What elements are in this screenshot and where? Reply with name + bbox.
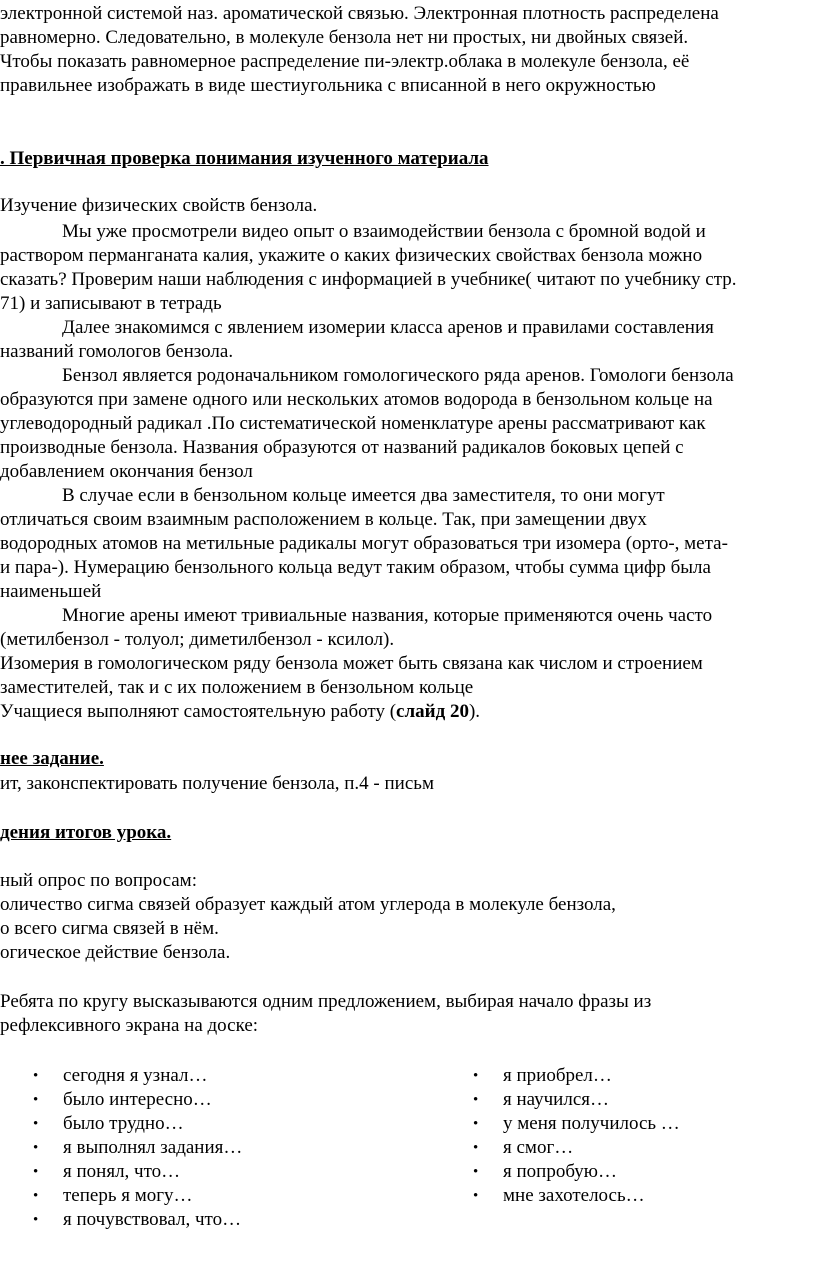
bullet-icon: • (473, 1188, 479, 1204)
work-suffix: ). (468, 701, 481, 722)
bullet-icon: • (33, 1068, 39, 1084)
intro-line: Чтобы показать равномерное распределение пи-электр.облака в молекуле бензола, её (0, 51, 690, 72)
paragraph-line: В случае если в бензольном кольце имеется два заместителя, то они могут (62, 485, 665, 506)
bullet-icon: • (33, 1164, 39, 1180)
paragraph-line: Многие арены имеют тривиальные названия, которые применяются очень часто (62, 605, 713, 626)
bullet-icon: • (33, 1092, 39, 1108)
summary-line: о всего сигма связей в нём. (0, 918, 219, 939)
paragraph-line: водородных атомов на метильные радикалы могут образоваться три изомера (орто-, мета- (0, 533, 728, 554)
intro-line: равномерно. Следовательно, в молекуле бензола нет ни простых, ни двойных связей. (0, 27, 689, 48)
paragraph-line: образуются при замене одного или нескольких атомов водорода в бензольном кольце на (0, 389, 713, 410)
bullet-icon: • (33, 1116, 39, 1132)
paragraph-line: 71) и записывают в тетрадь (0, 293, 222, 314)
paragraph-line: Мы уже просмотрели видео опыт о взаимодействии бензола с бромной водой и (62, 221, 706, 242)
paragraph-line: Далее знакомимся с явлением изомерии класса аренов и правилами составления (62, 317, 714, 338)
reflection-line: рефлексивного экрана на доске: (0, 1015, 259, 1036)
independent-work-line (0, 700, 480, 724)
paragraph-line: сказать? Проверим наши наблюдения с информацией в учебнике( читают по учебнику стр. (0, 269, 737, 290)
bullet-icon: • (473, 1116, 479, 1132)
paragraph-line: углеводородный радикал .По систематической номенклатуре арены рассматривают как (0, 413, 706, 434)
paragraph-line: производные бензола. Названия образуются от названий радикалов боковых цепей с (0, 437, 684, 458)
homework-heading: нее задание. (0, 748, 104, 769)
bullet-icon: • (473, 1140, 479, 1156)
section-heading-check: . Первичная проверка понимания изученного материала (0, 148, 489, 169)
section-subtitle: Изучение физических свойств бензола. (0, 195, 318, 216)
paragraph-line: названий гомологов бензола. (0, 341, 234, 362)
summary-heading: дения итогов урока. (0, 822, 172, 843)
paragraph-line: добавлением окончания бензол (0, 461, 253, 482)
paragraph-line: заместителей, так и с их положением в бензольном кольце (0, 677, 474, 698)
slide-reference: слайд 20 (396, 701, 469, 722)
bullet-icon: • (473, 1092, 479, 1108)
bullet-icon: • (33, 1188, 39, 1204)
paragraph-line: Изомерия в гомологическом ряду бензола может быть связана как числом и строением (0, 653, 703, 674)
intro-line: электронной системой наз. ароматической связью. Электронная плотность распределена (0, 3, 719, 24)
paragraph-line: Бензол является родоначальником гомологического ряда аренов. Гомологи бензола (62, 365, 734, 386)
bullet-icon: • (473, 1068, 479, 1084)
reflection-line: Ребята по кругу высказываются одним предложением, выбирая начало фразы из (0, 991, 652, 1012)
summary-line: огическое действие бензола. (0, 942, 231, 963)
intro-line: правильнее изображать в виде шестиугольника с вписанной в него окружностью (0, 75, 656, 96)
paragraph-line: (метилбензол - толуол; диметилбензол - ксилол). (0, 629, 395, 650)
summary-line: оличество сигма связей образует каждый атом углерода в молекуле бензола, (0, 894, 616, 915)
paragraph-line: раствором перманганата калия, укажите о каких физических свойствах бензола можно (0, 245, 703, 266)
bullet-icon: • (473, 1164, 479, 1180)
bullet-icon: • (33, 1212, 39, 1228)
bullet-icon: • (33, 1140, 39, 1156)
paragraph-line: и пара-). Нумерацию бензольного кольца ведут таким образом, чтобы сумма цифр была (0, 557, 711, 578)
document-page: электронной системой наз. ароматической связью. Электронная плотность распределена равномерно. Следовательно, в молекуле бензола нет ни простых, ни двойных связей. Чтобы показать равномерное распределение пи-электр.облака в молекуле бензола, её правильнее изображать в виде шестиугольника с вписанной в него окружностью . Первичная проверка понимания изученного материала Изучение физических свойств бензола. Мы уже просмотрели видео опыт о взаимодействии бензола с бромной водой и раствором перманганата калия, укажите о каких физических свойствах бензола можно сказать? Проверим наши наблюдения с информацией в учебнике( читают по учебнику стр. 71) и записывают в тетрадь Далее знакомимся с явлением изомерии класса аренов и правилами составления названий гомологов бензола. Бензол является родоначальником гомологического ряда аренов. Гомологи бензола образуются при замене одного или нескольких атомов водорода в бензольном кольце на углеводородный радикал .По систематической номенклатуре арены рассматривают как производные бензола. Названия образуются от названий радикалов боковых цепей с добавлением окончания бензол В случае если в бензольном кольце имеется два заместителя, то они могут отличаться своим взаимным расположением в кольце. Так, при замещении двух водородных атомов на метильные радикалы могут образоваться три изомера (орто-, мета- и пара-). Нумерацию бензольного кольца ведут таким образом, чтобы сумма цифр была наименьшей Многие арены имеют тривиальные названия, которые применяются очень часто (метилбензол - толуол; диметилбензол - ксилол). Изомерия в гомологическом ряду бензола может быть связана как числом и строением заместителей, так и с их положением в бензольном кольце Учащиеся выполняют самостоятельную работу (слайд 20). нее задание. ит, законспектировать получение бензола, п.4 - письм дения итогов урока. ный опрос по вопросам: оличество сигма связей образует каждый атом углерода в молекуле бензола, о всего сигма связей в нём. огическое действие бензола. Ребята по кругу высказываются одним предложением, выбирая начало фразы из рефлексивного экрана на доске: • сегодня я узнал… • было интересно… • было трудно… • я выполнял задания… • я понял, что… • теперь я могу… • я почувствовал, что… • я приобрел… • я научился… • у меня получилось … • я смог… • я попробую… • мне захотелось… (0, 3, 737, 1230)
work-prefix: Учащиеся выполняют самостоятельную работу ( (0, 701, 397, 722)
summary-line: ный опрос по вопросам: (0, 870, 197, 891)
paragraph-line: отличаться своим взаимным расположением в кольце. Так, при замещении двух (0, 509, 647, 530)
paragraph-line: наименьшей (0, 581, 102, 602)
homework-text: ит, законспектировать получение бензола, п.4 - письм (0, 773, 434, 794)
